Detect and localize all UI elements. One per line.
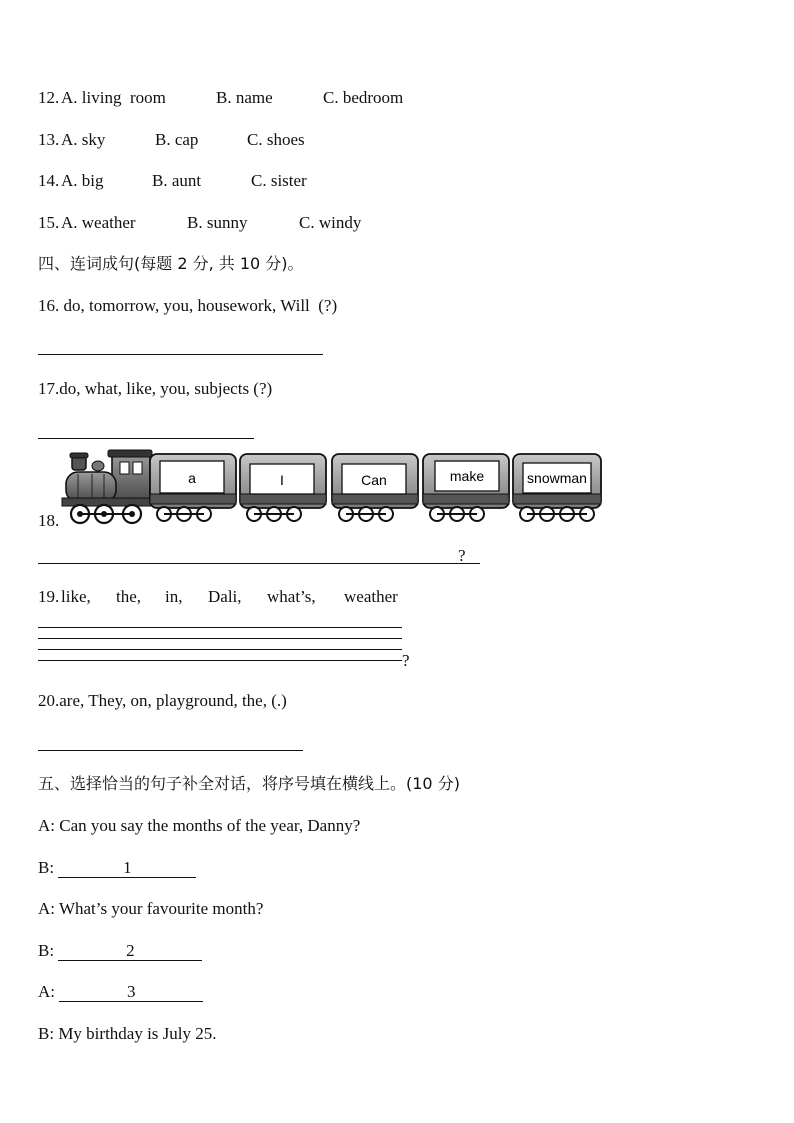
dialog-line-6 [38, 1024, 217, 1044]
dialog-text: My birthday is July 25. [54, 1024, 217, 1043]
option-c: C. windy [299, 213, 362, 232]
section-5-title: 五、选择恰当的句子补全对话，将序号填在横线上。(10 分) [38, 774, 460, 793]
train-car-3 [332, 454, 418, 521]
dialog-line-5 [38, 982, 203, 1002]
word: weather [344, 587, 398, 606]
answer-blank[interactable]: 1 [58, 859, 196, 878]
question-number: 12. [38, 88, 60, 107]
option-b: B. name [216, 88, 273, 107]
word: what’s, [267, 587, 316, 606]
question-17 [38, 379, 272, 399]
speaker: A: [38, 982, 55, 1001]
train-word: snowman [527, 470, 587, 486]
question-number: 15. [38, 213, 60, 232]
option-c: C. sister [251, 171, 307, 190]
word: in, [165, 587, 183, 606]
word: like, [61, 587, 91, 606]
writing-line[interactable] [38, 660, 402, 661]
answer-line[interactable] [38, 563, 480, 564]
train-car-5 [513, 454, 601, 521]
dialog-line-1 [38, 816, 360, 836]
writing-line[interactable] [38, 627, 402, 628]
option-c: C. shoes [247, 130, 305, 149]
train-word: I [280, 472, 284, 488]
answer-line[interactable] [38, 750, 303, 751]
option-b: B. aunt [152, 171, 202, 190]
dialog-text: What’s your favourite month? [55, 899, 264, 918]
train-word: Can [361, 472, 387, 488]
section-4-title: 四、连词成句(每题 2 分, 共 10 分)。 [38, 254, 304, 273]
train-car-2 [240, 454, 326, 521]
option-c: C. bedroom [323, 88, 404, 107]
option-a: A. living room [61, 88, 166, 107]
question-number: 16. [38, 296, 60, 315]
dialog-line-3 [38, 899, 263, 919]
question-16 [38, 296, 337, 316]
train-car-1 [150, 454, 236, 521]
speaker: B: [38, 858, 55, 877]
question-18-number: 18. [38, 511, 60, 530]
answer-line[interactable] [38, 354, 323, 355]
dialog-line-2 [38, 858, 196, 878]
speaker: B: [38, 1024, 55, 1043]
speaker: B: [38, 941, 55, 960]
dialog-text: Can you say the months of the year, Danny? [55, 816, 361, 835]
question-20 [38, 691, 287, 711]
answer-blank[interactable]: 3 [59, 983, 203, 1002]
train-car-4 [423, 454, 509, 521]
word-list: do, tomorrow, you, housework, Will (?) [59, 296, 338, 315]
question-number: 20. [38, 691, 60, 710]
answer-line[interactable] [38, 438, 254, 439]
end-mark: ? [402, 651, 410, 670]
speaker: A: [38, 899, 55, 918]
option-a: A. sky [61, 130, 106, 149]
writing-line[interactable] [38, 638, 402, 639]
option-b: B. sunny [187, 213, 248, 232]
speaker: A: [38, 816, 55, 835]
answer-blank[interactable]: 2 [58, 942, 202, 961]
train-word: make [449, 468, 485, 484]
word-list: are, They, on, playground, the, (.) [59, 691, 287, 710]
question-number: 13. [38, 130, 60, 149]
option-a: A. big [61, 171, 104, 190]
locomotive [62, 450, 152, 523]
question-number: 17. [38, 379, 60, 398]
end-mark: ? [458, 546, 466, 565]
word-list: do, what, like, you, subjects (?) [59, 379, 273, 398]
option-a: A. weather [61, 213, 136, 232]
question-number: 14. [38, 171, 60, 190]
option-b: B. cap [155, 130, 199, 149]
question-19-number: 19. [38, 587, 60, 606]
train-illustration [60, 448, 605, 528]
writing-line[interactable] [38, 649, 402, 650]
word: the, [116, 587, 142, 606]
word: Dali, [208, 587, 242, 606]
dialog-line-4 [38, 941, 202, 961]
train-word: a [188, 470, 196, 486]
